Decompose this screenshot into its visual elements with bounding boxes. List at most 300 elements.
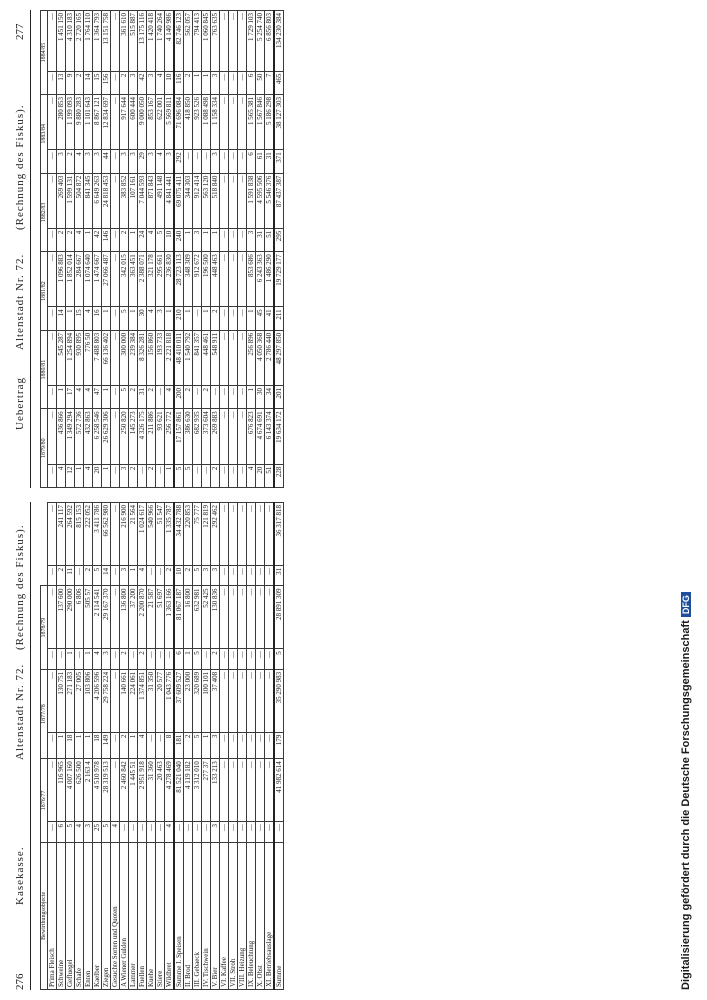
table-cell: 8 <box>165 732 175 759</box>
row-label: Gesuchte Sorten und Quoten <box>111 842 120 989</box>
table-cell: 103 806 <box>84 669 93 732</box>
table-cell: 841 357 <box>193 330 202 385</box>
table-cell: — <box>120 822 129 843</box>
table-cell: 4 140 986 <box>165 11 175 72</box>
table-cell: 41 <box>265 307 275 330</box>
table-cell: — <box>247 649 256 670</box>
table-row <box>75 503 84 990</box>
table-cell: 2 <box>211 464 220 487</box>
table-cell: 1 <box>184 649 193 670</box>
table-cell: 23 000 <box>184 669 193 732</box>
table-cell: 4 510 978 <box>93 759 102 822</box>
table-cell: 1 <box>75 732 84 759</box>
table-row <box>147 503 156 990</box>
table-cell: 5 254 740 <box>256 11 265 72</box>
table-cell: — <box>48 669 57 732</box>
table-cell: 271 183 <box>66 669 75 732</box>
right-page-number: 277 <box>14 23 26 40</box>
table-cell: 181 <box>174 732 184 759</box>
table-cell: — <box>220 464 229 487</box>
table-cell: — <box>229 732 238 759</box>
table-cell: 10 <box>165 228 175 251</box>
table-cell: 1 764 110 <box>84 11 93 72</box>
table-cell: — <box>147 649 156 670</box>
table-cell: — <box>256 732 265 759</box>
table-cell: 4 <box>84 464 93 487</box>
table-row <box>229 11 238 488</box>
table-cell: 1 599 131 <box>66 173 75 228</box>
table-cell: 30 <box>138 307 147 330</box>
table-cell: 8 867 121 <box>93 95 102 150</box>
table-cell: 2 <box>120 649 129 670</box>
table-cell: 1 <box>102 385 111 408</box>
table-cell: 5 <box>120 307 129 330</box>
table-cell: 38 127 303 <box>274 95 284 150</box>
table-cell: — <box>238 95 247 150</box>
table-cell: — <box>265 822 275 843</box>
table-cell: 224 061 <box>129 669 138 732</box>
left-title-left: Kasekasse. <box>14 846 26 905</box>
table-cell: 4 <box>156 71 165 94</box>
label-header: Bewirthungsobjecte <box>41 842 48 989</box>
table-cell: 121 819 <box>202 503 211 566</box>
table-cell: 7 044 593 <box>138 173 147 228</box>
table-cell: 1 <box>129 307 138 330</box>
table-cell: 2 951 918 <box>138 759 147 822</box>
table-cell: 13 <box>57 71 66 94</box>
row-label: IX. Beleuchtung <box>247 842 256 989</box>
table-cell: — <box>220 228 229 251</box>
table-cell: 48 297 850 <box>274 330 284 385</box>
row-label: Fuellen <box>138 842 147 989</box>
table-cell: 1 <box>202 71 211 94</box>
table-row <box>247 503 256 990</box>
table-cell: 1 <box>57 732 66 759</box>
table-cell: — <box>111 565 120 586</box>
table-cell: — <box>111 759 120 822</box>
table-cell: — <box>238 669 247 732</box>
table-cell: 776 50 <box>84 330 93 385</box>
table-row <box>138 503 147 990</box>
table-cell: — <box>229 649 238 670</box>
table-cell: 51 697 <box>156 586 165 649</box>
table-cell: — <box>238 732 247 759</box>
table-row <box>156 503 165 990</box>
table-cell: 540 966 <box>147 503 156 566</box>
left-page-number: 276 <box>14 973 26 990</box>
table-cell: 9 <box>66 71 75 94</box>
table-cell: — <box>229 565 238 586</box>
table-cell: 5 <box>102 822 111 843</box>
table-cell: — <box>229 307 238 330</box>
row-label: Gefluegel <box>66 842 75 989</box>
table-cell: 3 <box>57 150 66 173</box>
table-cell: 1 <box>75 464 84 487</box>
table-cell: 1 <box>84 228 93 251</box>
table-cell: 5 <box>93 565 102 586</box>
table-cell: — <box>238 565 247 586</box>
table-cell: — <box>256 565 265 586</box>
dfg-logo: DFG <box>681 592 691 617</box>
table-cell: 912 414 <box>193 173 202 228</box>
table-row <box>57 503 66 990</box>
table-cell: 6 856 803 <box>265 11 275 72</box>
table-cell: 156 <box>102 71 111 94</box>
table-row <box>211 11 220 488</box>
table-cell: — <box>238 385 247 408</box>
table-cell: 29 758 224 <box>102 669 111 732</box>
table-cell: 236 830 <box>165 252 175 307</box>
table-cell: — <box>202 649 211 670</box>
table-cell: 4 326 175 <box>138 409 147 464</box>
table-cell: 4 <box>138 565 147 586</box>
table-cell: — <box>48 228 57 251</box>
year-group-header: 1878/79 <box>41 586 48 669</box>
table-cell: 518 840 <box>211 173 220 228</box>
table-cell: 41 982 614 <box>274 759 284 822</box>
table-cell: 5 <box>274 649 284 670</box>
table-cell: 3 <box>147 150 156 173</box>
table-cell: 292 462 <box>211 503 220 566</box>
table-cell: 4 <box>75 228 84 251</box>
table-cell: 1 451 150 <box>57 11 66 72</box>
table-cell: 31 <box>265 150 275 173</box>
table-cell: 348 309 <box>184 252 193 307</box>
table-cell: 156 860 <box>147 330 156 385</box>
table-cell: — <box>229 150 238 173</box>
table-cell: 25 <box>93 822 102 843</box>
table-cell: 4 595 506 <box>256 173 265 228</box>
row-label: V. Bier <box>211 842 220 989</box>
table-cell: 2 <box>129 385 138 408</box>
left-page-table <box>40 502 284 990</box>
table-cell: — <box>48 150 57 173</box>
table-cell: — <box>48 71 57 94</box>
table-cell: 228 <box>274 464 284 487</box>
table-cell: 20 <box>256 464 265 487</box>
table-cell: 853 686 <box>247 252 256 307</box>
digitization-notice <box>680 592 692 990</box>
table-cell: — <box>220 565 229 586</box>
table-cell: 1 <box>165 307 175 330</box>
table-cell: 9 000 050 <box>138 95 147 150</box>
table-cell: — <box>256 586 265 649</box>
table-cell: 211 <box>274 307 284 330</box>
table-row <box>184 11 193 488</box>
table-cell: — <box>48 503 57 566</box>
table-cell: 34 432 788 <box>174 503 184 566</box>
table-row <box>66 503 75 990</box>
table-cell: 6 143 374 <box>265 409 275 464</box>
table-cell: 17 <box>66 385 75 408</box>
table-cell: 321 178 <box>147 252 156 307</box>
table-cell: 193 733 <box>156 330 165 385</box>
table-cell: 66 136 402 <box>102 330 111 385</box>
table-cell: 130 836 <box>211 586 220 649</box>
row-label: VI. Kaffee <box>220 842 229 989</box>
left-top-rule <box>30 502 31 990</box>
year-group-header: 1883/84 <box>41 95 48 174</box>
table-cell: — <box>48 307 57 330</box>
table-cell: 13 151 758 <box>102 11 111 72</box>
table-cell: 37 200 <box>129 586 138 649</box>
table-cell: 10 <box>174 565 184 586</box>
table-cell: 600 444 <box>129 95 138 150</box>
table-cell: 1 <box>57 385 66 408</box>
table-cell: — <box>229 464 238 487</box>
row-label: A Wiener Gulden <box>120 842 129 989</box>
table-cell: 548 911 <box>211 330 220 385</box>
table-cell: 100 101 <box>202 669 211 732</box>
table-cell: 4 119 182 <box>184 759 193 822</box>
table-cell: 1 <box>84 732 93 759</box>
table-cell: 3 <box>120 565 129 586</box>
table-cell: 211 886 <box>147 409 156 464</box>
table-cell: 14 <box>57 307 66 330</box>
table-cell: — <box>220 307 229 330</box>
table-cell: 6 <box>247 71 256 94</box>
table-cell: — <box>48 252 57 307</box>
table-cell: — <box>193 307 202 330</box>
table-cell: — <box>111 649 120 670</box>
table-cell: 14 <box>102 565 111 586</box>
table-cell: — <box>265 759 275 822</box>
table-cell: 3 <box>211 150 220 173</box>
table-cell: 264 592 <box>66 503 75 566</box>
table-cell: 29 167 370 <box>102 586 111 649</box>
table-cell: — <box>220 409 229 464</box>
table-cell: 3 <box>147 71 156 94</box>
table-cell: 1 <box>247 307 256 330</box>
table-cell: 179 <box>274 732 284 759</box>
table-cell: — <box>247 586 256 649</box>
table-cell: — <box>111 252 120 307</box>
table-cell: — <box>229 173 238 228</box>
table-cell: 116 965 <box>57 759 66 822</box>
table-cell: 632 981 <box>193 586 202 649</box>
table-cell: 140 661 <box>120 669 129 732</box>
table-row <box>120 11 129 488</box>
row-label: VIII. Heizung <box>238 842 247 989</box>
table-row <box>129 11 138 488</box>
table-cell: 6 <box>247 150 256 173</box>
table-cell: 344 303 <box>184 173 193 228</box>
table-row <box>93 11 102 488</box>
table-cell: 24 818 453 <box>102 173 111 228</box>
table-cell: 917 644 <box>120 95 129 150</box>
table-cell: 27 005 <box>75 669 84 732</box>
table-cell: 1 158 334 <box>211 95 220 150</box>
table-cell: — <box>238 649 247 670</box>
table-cell: — <box>193 822 202 843</box>
table-row <box>265 503 275 990</box>
table-cell: — <box>111 173 120 228</box>
table-cell: 45 <box>256 307 265 330</box>
table-cell: — <box>256 503 265 566</box>
table-cell: 87 437 387 <box>274 173 284 228</box>
table-row <box>202 11 211 488</box>
left-title-mid: Altenstadt Nr. 72. <box>14 663 26 760</box>
table-cell: 4 <box>84 307 93 330</box>
table-row <box>93 503 102 990</box>
table-cell: 2 <box>184 732 193 759</box>
table-cell: 3 <box>165 150 175 173</box>
table-cell: 136 800 <box>120 586 129 649</box>
table-cell: 1 335 787 <box>165 503 175 566</box>
table-cell: 465 <box>274 71 284 94</box>
table-cell: 18 <box>93 732 102 759</box>
table-cell: — <box>48 822 57 843</box>
table-row <box>48 503 57 990</box>
table-cell: 504 872 <box>75 173 84 228</box>
table-cell: 2 <box>147 385 156 408</box>
table-cell: — <box>229 71 238 94</box>
table-cell: 50 <box>256 71 265 94</box>
table-cell: 2 163 4 <box>84 759 93 822</box>
table-cell: 563 120 <box>202 173 211 228</box>
year-group-header: 1879/80 <box>41 409 48 488</box>
table-cell: 37 609 527 <box>174 669 184 732</box>
table-cell: 256 772 <box>165 409 175 464</box>
table-cell: 1 364 793 <box>93 11 102 72</box>
table-cell: 2 <box>211 307 220 330</box>
table-cell: — <box>48 759 57 822</box>
table-cell: 2 <box>57 228 66 251</box>
table-cell: — <box>111 11 120 72</box>
table-cell: 36 317 818 <box>274 503 284 566</box>
table-row <box>193 503 202 990</box>
table-cell: 51 <box>265 228 275 251</box>
table-cell: — <box>238 173 247 228</box>
table-cell: 149 <box>102 732 111 759</box>
table-cell: — <box>256 649 265 670</box>
table-cell: 1 474 667 <box>93 252 102 307</box>
table-cell: 28 723 113 <box>174 252 184 307</box>
table-cell: 4 <box>165 385 175 408</box>
table-cell: 3 <box>193 228 202 251</box>
table-cell: 373 604 <box>202 409 211 464</box>
table-cell: — <box>48 732 57 759</box>
table-row <box>274 11 284 488</box>
table-cell: 12 <box>66 464 75 487</box>
table-cell: — <box>265 503 275 566</box>
table-cell: 794 413 <box>193 11 202 72</box>
table-cell: — <box>111 464 120 487</box>
table-cell: 5 <box>193 732 202 759</box>
table-cell: — <box>220 71 229 94</box>
table-cell: 448 463 <box>211 252 220 307</box>
table-row <box>111 503 120 990</box>
table-cell: 2 786 440 <box>265 330 275 385</box>
table-cell: 363 451 <box>129 252 138 307</box>
table-cell: 1 101 643 <box>84 95 93 150</box>
table-cell: 3 <box>120 464 129 487</box>
table-cell: 505 57 <box>84 586 93 649</box>
table-cell: — <box>256 669 265 732</box>
table-header-row <box>41 11 48 488</box>
table-cell: 17 157 861 <box>174 409 184 464</box>
table-cell: 448 461 <box>202 330 211 385</box>
row-label: Prima Fleisch <box>48 842 57 989</box>
table-cell: 6 243 363 <box>256 252 265 307</box>
table-cell: 4 <box>75 385 84 408</box>
table-cell: 1 <box>165 464 175 487</box>
table-cell: — <box>220 669 229 732</box>
table-cell: 4 <box>111 822 120 843</box>
table-cell: 1 <box>211 228 220 251</box>
table-cell: 145 273 <box>129 409 138 464</box>
table-cell: 20 463 <box>156 759 165 822</box>
table-cell: 7 488 803 <box>93 330 102 385</box>
digitization-text: Digitalisierung gefördert durch die Deutsche Forschungsgemeinschaft <box>680 620 692 990</box>
table-cell: — <box>111 586 120 649</box>
table-cell: 2 <box>202 385 211 408</box>
table-cell: — <box>156 649 165 670</box>
year-group-header: 1881/82 <box>41 252 48 331</box>
table-cell: 3 <box>129 150 138 173</box>
table-cell: — <box>220 586 229 649</box>
row-label: Enten <box>84 842 93 989</box>
table-cell: 361 610 <box>120 11 129 72</box>
table-cell: 1 254 894 <box>66 330 75 385</box>
table-cell: — <box>193 150 202 173</box>
row-label: Ziegen <box>102 842 111 989</box>
table-row <box>274 503 284 990</box>
table-cell: 71 696 084 <box>174 95 184 150</box>
table-cell: — <box>111 409 120 464</box>
table-cell: 386 630 <box>184 409 193 464</box>
table-cell: 4 278 469 <box>165 759 175 822</box>
table-row <box>211 503 220 990</box>
table-cell: — <box>265 732 275 759</box>
table-cell: 16 <box>93 307 102 330</box>
table-cell: 2 <box>120 71 129 94</box>
table-cell: — <box>229 409 238 464</box>
table-cell: — <box>174 822 184 843</box>
table-cell: 269 403 <box>57 173 66 228</box>
table-cell: 47 <box>93 385 102 408</box>
table-cell: 239 384 <box>129 330 138 385</box>
table-cell: 1 074 640 <box>84 252 93 307</box>
table-cell: 3 411 786 <box>93 503 102 566</box>
table-cell: 75 777 <box>193 503 202 566</box>
table-cell: 2 <box>165 565 175 586</box>
table-cell: 2 114 541 <box>93 586 102 649</box>
table-cell: 4 <box>93 649 102 670</box>
table-cell: 562 057 <box>184 11 193 72</box>
table-cell: — <box>48 173 57 228</box>
table-cell: 853 167 <box>147 95 156 150</box>
table-cell: 1 363 166 <box>165 586 175 649</box>
table-cell: 676 823 <box>247 409 256 464</box>
table-cell: 1 <box>129 732 138 759</box>
table-row <box>202 503 211 990</box>
table-cell: 4 <box>147 228 156 251</box>
table-cell: 1 <box>193 71 202 94</box>
row-label: Stiere <box>156 842 165 989</box>
table-row <box>102 503 111 990</box>
table-cell: 4 <box>75 822 84 843</box>
table-cell: — <box>193 464 202 487</box>
table-cell: — <box>48 330 57 385</box>
table-cell: — <box>111 71 120 94</box>
table-cell: 137 600 <box>57 586 66 649</box>
table-cell: 15 <box>93 71 102 94</box>
table-cell: 21 564 <box>129 503 138 566</box>
table-row <box>57 11 66 488</box>
table-cell: — <box>220 330 229 385</box>
table-row <box>129 503 138 990</box>
